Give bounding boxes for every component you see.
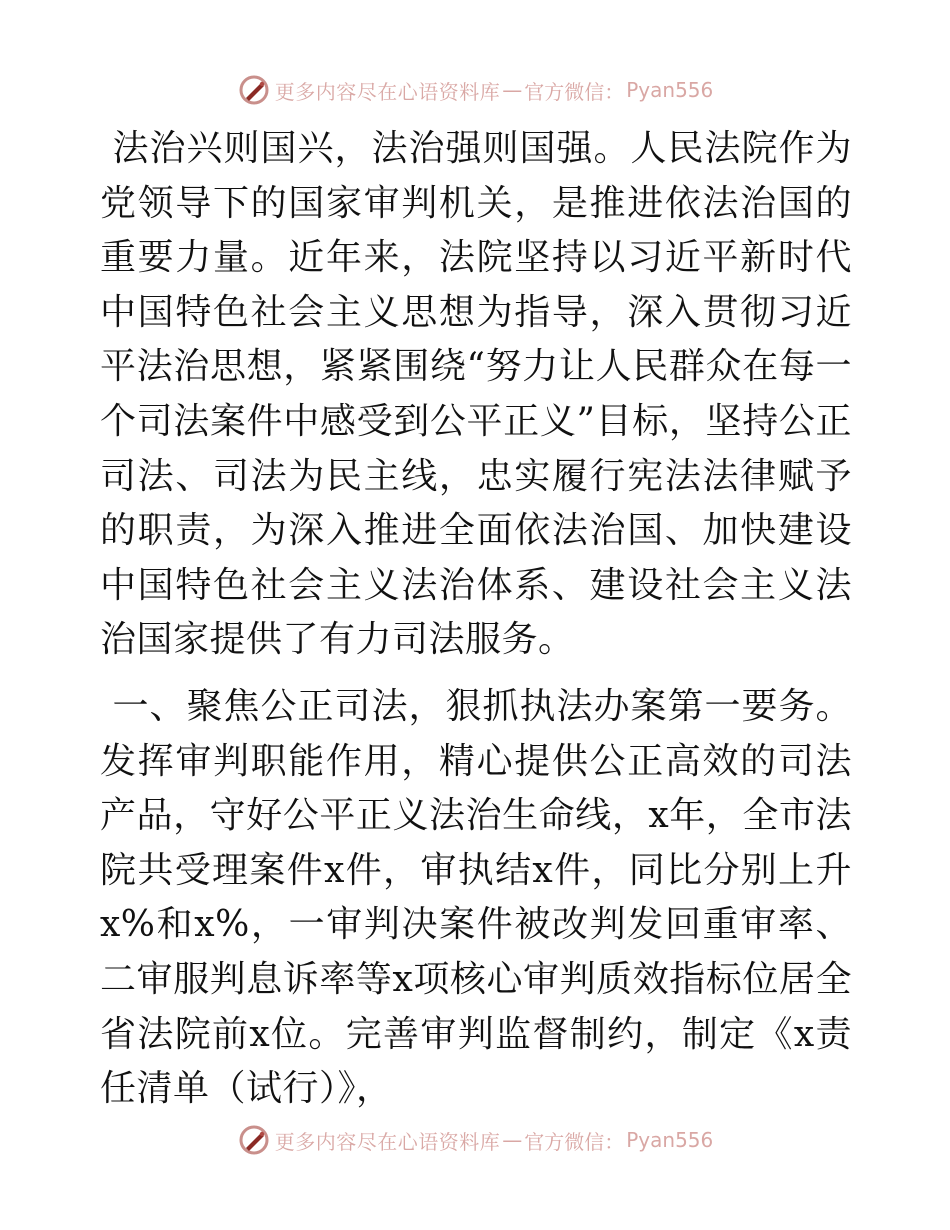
watermark-dash: —	[502, 1128, 523, 1152]
watermark-dash: —	[502, 78, 523, 102]
paragraph-intro: 法治兴则国兴，法治强则国强。人民法院作为党领导下的国家审判机关，是推进依法治国的重要力量。近年来，法院坚持以习近平新时代中国特色社会主义思想为指导，深入贯彻习近平法治思想，紧紧围绕“努力让人民群众在每一个司法案件中感受到公平正义”目标，坚持公正司法、司法为民主线，忠实履行宪法法律赋予的职责，为深入推进全面依法治国、加快建设中国特色社会主义法治体系、建设社会主义法治国家提供了有力司法服务。	[100, 128, 852, 661]
watermark-id: Pyan556	[626, 78, 714, 102]
watermark-footer	[0, 1120, 950, 1160]
pen-circle-logo-icon	[237, 73, 271, 107]
pen-circle-logo-icon	[237, 1123, 271, 1157]
watermark-text: 更多内容尽在心语资料库	[274, 1129, 501, 1154]
watermark-label: 官方微信：	[524, 1129, 625, 1154]
document-body	[100, 122, 852, 1117]
paragraph-section-one: 一、聚焦公正司法，狠抓执法办案第一要务。发挥审判职能作用，精心提供公正高效的司法产品，守好公平正义法治生命线，x年，全市法院共受理案件x件，审执结x件，同比分别上升x%和x%，一审判决案件被改判发回重审率、二审服判息诉率等x项核心审判质效指标位居全省法院前x位。完善审判监督制约，制定《x责任清单（试行）》，	[100, 685, 852, 1110]
watermark-header	[0, 70, 950, 110]
watermark-text: 更多内容尽在心语资料库	[274, 79, 501, 104]
watermark-label: 官方微信：	[524, 79, 625, 104]
watermark-id: Pyan556	[626, 1128, 714, 1152]
